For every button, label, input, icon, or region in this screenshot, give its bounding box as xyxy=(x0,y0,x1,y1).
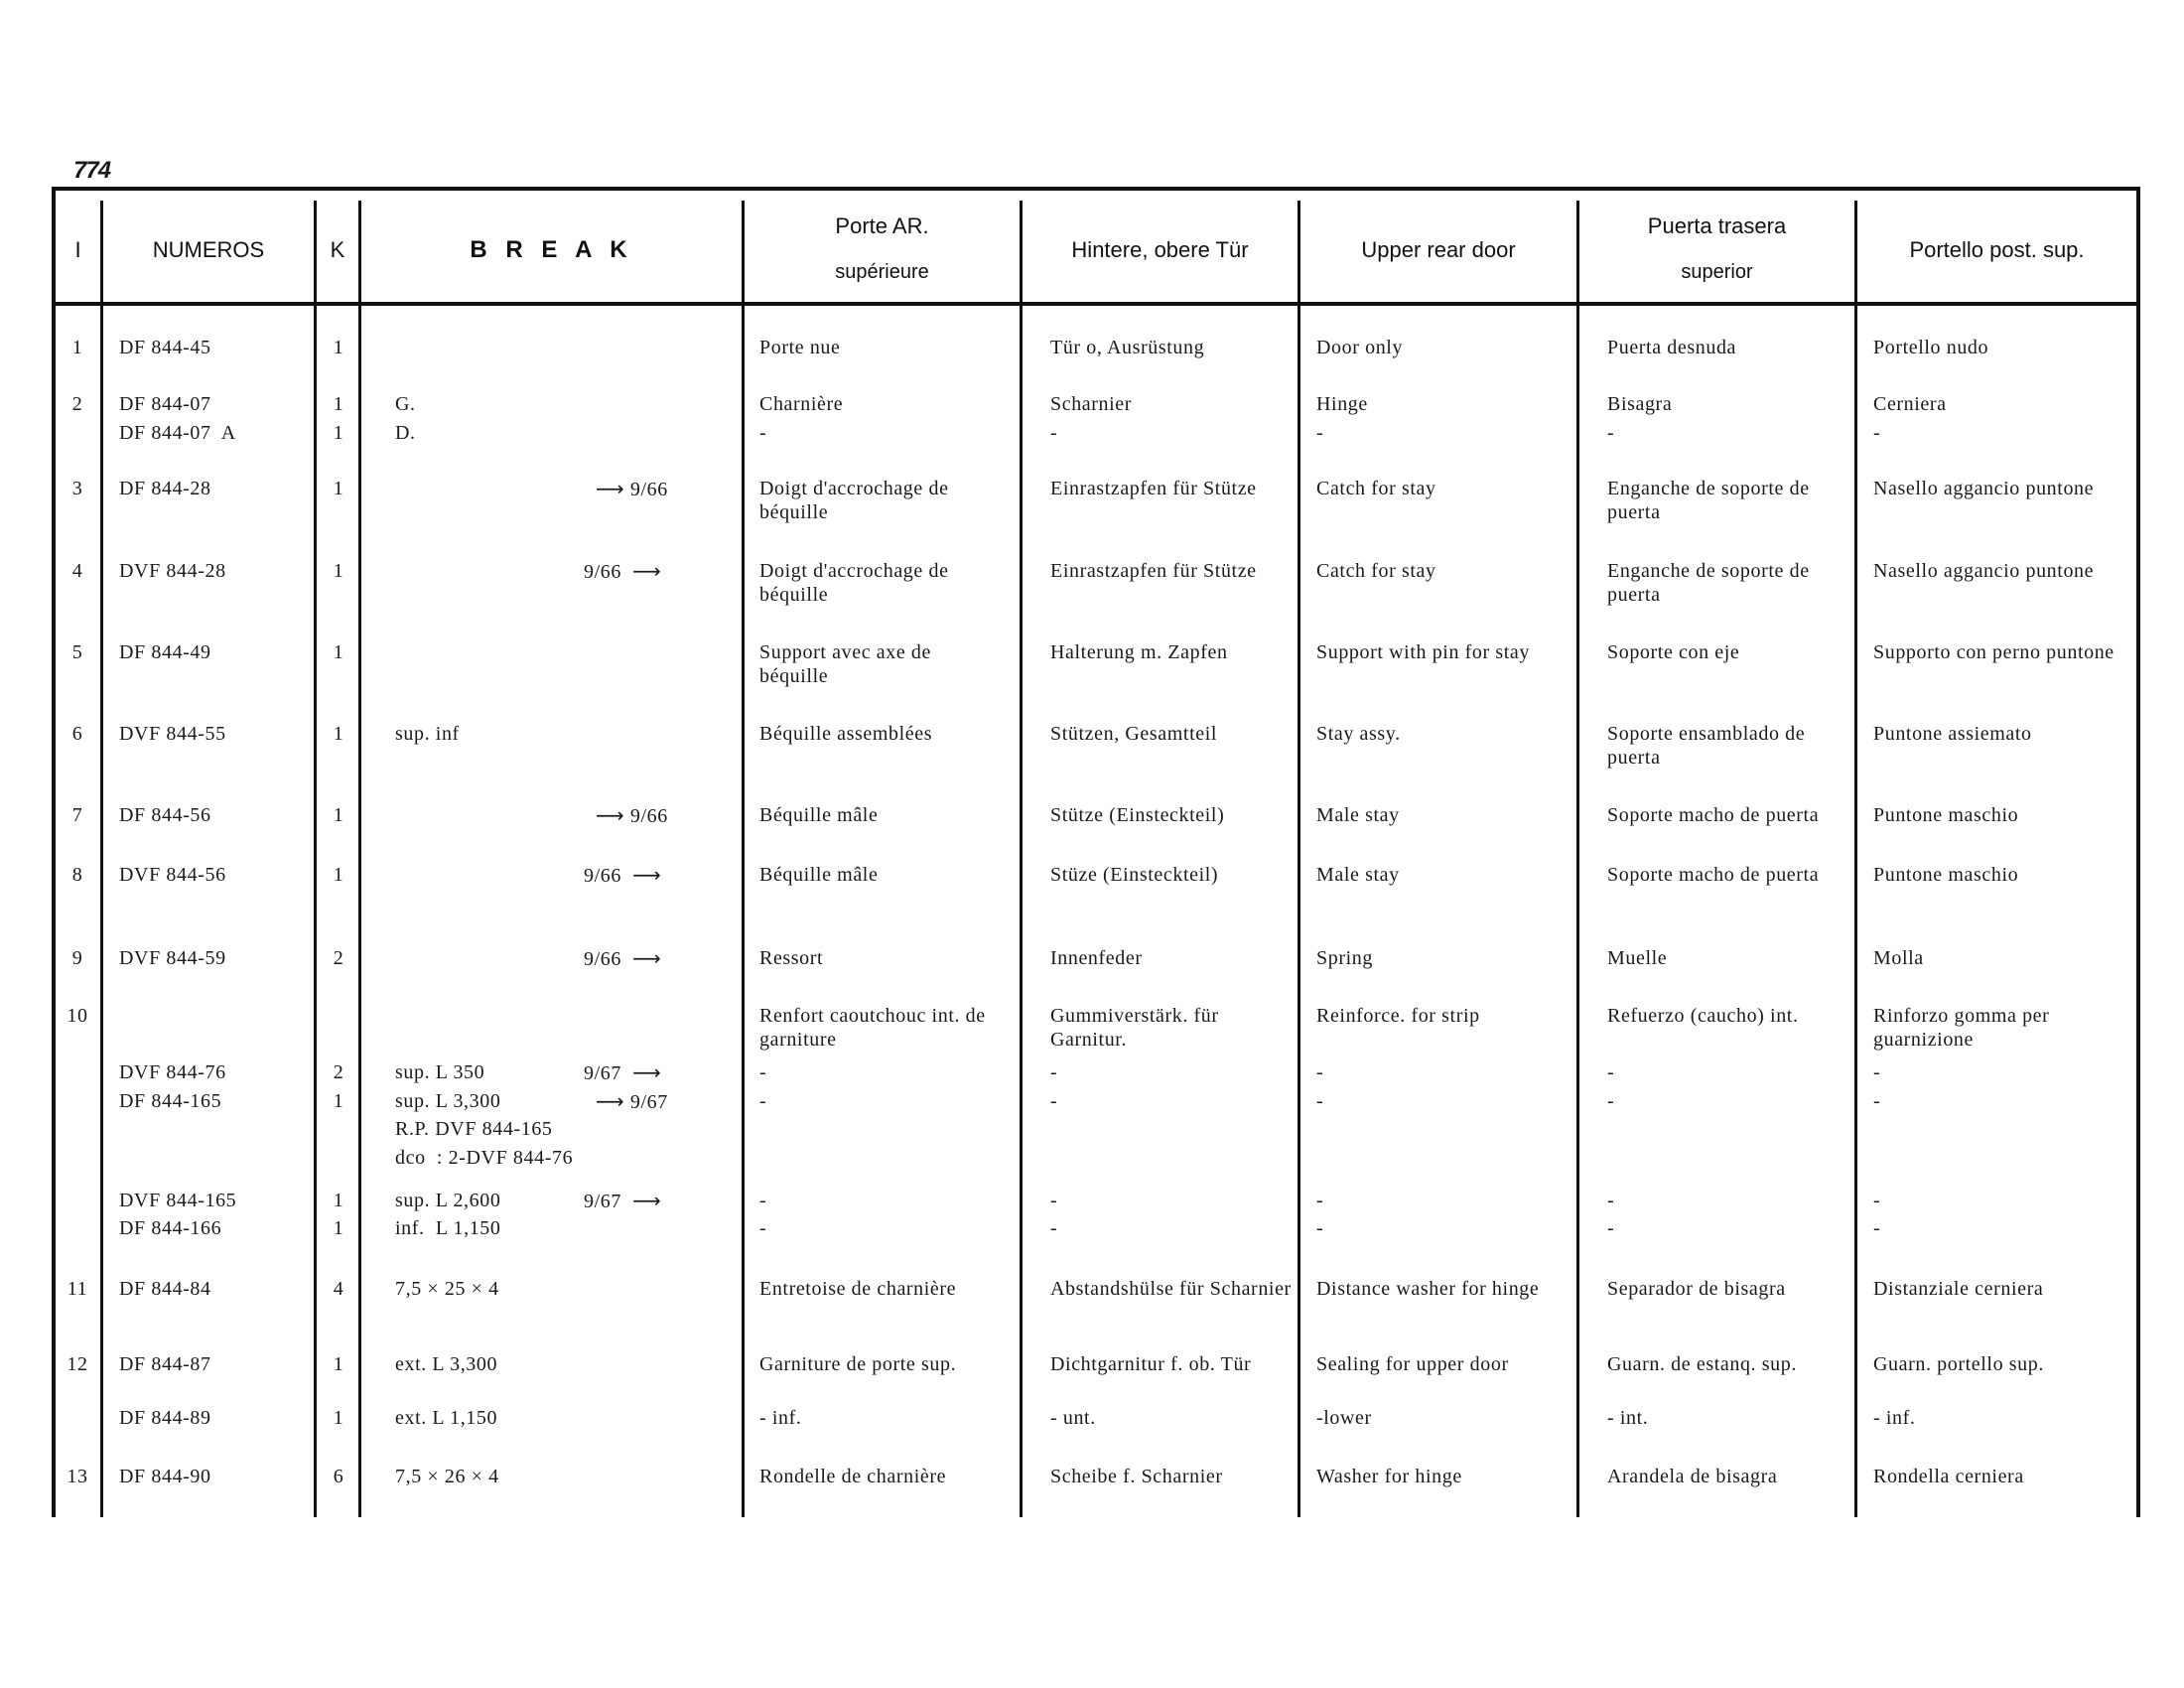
desc-fr: - xyxy=(759,1217,767,1239)
change-date xyxy=(596,477,668,501)
change-date xyxy=(584,863,661,888)
row-index: 7 xyxy=(71,804,83,826)
header-index-label: I xyxy=(74,236,81,262)
header-model xyxy=(361,201,742,298)
header-k xyxy=(317,201,358,298)
row-index: 1 xyxy=(71,337,83,358)
desc-es: Muelle xyxy=(1607,947,1668,969)
desc-it: Puntone maschio xyxy=(1873,804,2019,826)
variant-note: dco : 2-DVF 844-76 xyxy=(395,1147,574,1169)
change-date xyxy=(584,1060,661,1085)
part-number: DF 844-07 A xyxy=(119,422,236,444)
desc-fr: - inf. xyxy=(759,1407,802,1429)
desc-es: Arandela de bisagra xyxy=(1607,1466,1778,1487)
desc-es: - xyxy=(1607,1190,1615,1211)
desc-it: Nasello aggancio puntone xyxy=(1873,478,2095,499)
row-index: 11 xyxy=(67,1278,88,1300)
quantity: 1 xyxy=(333,1353,344,1375)
desc-de: Gummiverstärk. für Garnitur. xyxy=(1050,1005,1219,1051)
desc-fr: Rondelle de charnière xyxy=(759,1466,947,1487)
desc-it: - xyxy=(1873,1190,1881,1211)
row-index: 6 xyxy=(71,723,83,745)
part-number: DF 844-87 xyxy=(119,1353,211,1375)
desc-en: Male stay xyxy=(1316,864,1400,886)
desc-en: Sealing for upper door xyxy=(1316,1353,1509,1375)
desc-en: Spring xyxy=(1316,947,1373,969)
header-model-label: B R E A K xyxy=(470,235,633,263)
variant-note: ext. L 1,150 xyxy=(395,1407,498,1429)
change-date-value: 9/67 xyxy=(629,1091,668,1113)
desc-es: Soporte ensamblado de puerta xyxy=(1607,723,1806,769)
header-k-label: K xyxy=(330,236,345,262)
change-date xyxy=(584,946,661,971)
desc-en: Support with pin for stay xyxy=(1316,641,1530,663)
desc-fr: Doigt d'accrochage de béquille xyxy=(759,560,949,606)
desc-it: Portello nudo xyxy=(1873,337,1989,358)
quantity: 1 xyxy=(333,723,344,745)
quantity: 1 xyxy=(333,560,344,582)
desc-de: - xyxy=(1050,1061,1058,1083)
change-date-value: 9/66 xyxy=(584,561,621,583)
desc-fr: - xyxy=(759,1090,767,1112)
desc-de: Scheibe f. Scharnier xyxy=(1050,1466,1223,1487)
header-spanish xyxy=(1579,201,1854,298)
desc-es: - xyxy=(1607,1061,1615,1083)
arrow-right-icon: ⟶ xyxy=(632,559,662,583)
desc-en: Stay assy. xyxy=(1316,723,1401,745)
desc-it: Puntone maschio xyxy=(1873,864,2019,886)
part-number: DF 844-90 xyxy=(119,1466,211,1487)
desc-fr: Doigt d'accrochage de béquille xyxy=(759,478,949,523)
desc-fr: Renfort caoutchouc int. de garniture xyxy=(759,1005,986,1051)
desc-fr: Ressort xyxy=(759,947,824,969)
desc-de: Tür o, Ausrüstung xyxy=(1050,337,1205,358)
desc-fr: Entretoise de charnière xyxy=(759,1278,957,1300)
part-number: DF 844-165 xyxy=(119,1090,222,1112)
desc-de: Stützen, Gesamtteil xyxy=(1050,723,1218,745)
desc-en: Male stay xyxy=(1316,804,1400,826)
desc-it: - xyxy=(1873,1217,1881,1239)
quantity: 1 xyxy=(333,393,344,415)
quantity: 2 xyxy=(333,1061,344,1083)
part-number: DF 844-84 xyxy=(119,1278,211,1300)
desc-de: - unt. xyxy=(1050,1407,1096,1429)
header-german-label: Hintere, obere Tür xyxy=(1071,236,1249,262)
part-number: DF 844-45 xyxy=(119,337,211,358)
header-bottom-rule xyxy=(56,302,2140,306)
quantity: 1 xyxy=(333,1190,344,1211)
change-date xyxy=(596,1089,668,1114)
desc-en: -lower xyxy=(1316,1407,1372,1429)
variant-note: sup. L 350 xyxy=(395,1061,485,1083)
change-date-value: 9/66 xyxy=(584,865,621,887)
desc-it: Puntone assiemato xyxy=(1873,723,2032,745)
change-date-value: 9/67 xyxy=(584,1191,621,1212)
quantity: 1 xyxy=(333,641,344,663)
quantity: 1 xyxy=(333,1090,344,1112)
header-spanish-line1: Puerta trasera xyxy=(1647,213,1787,238)
part-number: DF 844-28 xyxy=(119,478,211,499)
change-date-value: 9/67 xyxy=(584,1062,621,1084)
row-index: 13 xyxy=(67,1466,88,1487)
change-date-value: 9/66 xyxy=(629,805,668,827)
quantity: 2 xyxy=(333,947,344,969)
desc-es: Soporte macho de puerta xyxy=(1607,804,1820,826)
desc-it: Cerniera xyxy=(1873,393,1947,415)
desc-es: Enganche de soporte de puerta xyxy=(1607,560,1810,606)
quantity: 1 xyxy=(333,422,344,444)
desc-de: Halterung m. Zapfen xyxy=(1050,641,1228,663)
desc-de: - xyxy=(1050,1090,1058,1112)
column-divider xyxy=(1854,201,1857,1517)
row-index: 10 xyxy=(67,1005,88,1027)
change-date xyxy=(596,803,668,828)
column-divider xyxy=(52,187,56,1517)
header-french-line2: supérieure xyxy=(835,261,929,283)
part-number: DVF 844-165 xyxy=(119,1190,237,1211)
desc-es: Bisagra xyxy=(1607,393,1673,415)
column-divider xyxy=(358,201,361,1517)
desc-de: Einrastzapfen für Stütze xyxy=(1050,560,1257,582)
row-index: 4 xyxy=(71,560,83,582)
variant-note: inf. L 1,150 xyxy=(395,1217,501,1239)
change-date-value: 9/66 xyxy=(584,948,621,970)
column-divider xyxy=(1297,201,1300,1517)
desc-en: - xyxy=(1316,1190,1324,1211)
desc-es: Soporte con eje xyxy=(1607,641,1740,663)
desc-it: - xyxy=(1873,422,1881,444)
desc-en: Catch for stay xyxy=(1316,478,1436,499)
arrow-right-icon: ⟶ xyxy=(632,1189,662,1212)
column-divider xyxy=(2136,187,2140,1517)
desc-de: Dichtgarnitur f. ob. Tür xyxy=(1050,1353,1252,1375)
part-number: DVF 844-28 xyxy=(119,560,226,582)
desc-fr: - xyxy=(759,1190,767,1211)
part-number: DF 844-166 xyxy=(119,1217,222,1239)
variant-note: R.P. DVF 844-165 xyxy=(395,1118,553,1140)
quantity: 1 xyxy=(333,1407,344,1429)
header-english xyxy=(1300,201,1576,298)
desc-es: Puerta desnuda xyxy=(1607,337,1737,358)
page-number: 774 xyxy=(73,157,111,184)
arrow-right-icon: ⟶ xyxy=(632,1060,662,1084)
desc-it: Molla xyxy=(1873,947,1924,969)
desc-de: - xyxy=(1050,1217,1058,1239)
desc-it: Supporto con perno puntone xyxy=(1873,641,2115,663)
row-index: 2 xyxy=(71,393,83,415)
desc-es: Enganche de soporte de puerta xyxy=(1607,478,1810,523)
variant-note: 7,5 × 25 × 4 xyxy=(395,1278,499,1300)
desc-it: - inf. xyxy=(1873,1407,1916,1429)
row-index: 9 xyxy=(71,947,83,969)
desc-fr: - xyxy=(759,422,767,444)
quantity: 1 xyxy=(333,337,344,358)
desc-es: Separador de bisagra xyxy=(1607,1278,1786,1300)
arrow-right-icon: ⟶ xyxy=(596,1089,625,1113)
desc-en: - xyxy=(1316,1061,1324,1083)
desc-es: - xyxy=(1607,1217,1615,1239)
quantity: 1 xyxy=(333,804,344,826)
desc-de: Abstandshülse für Scharnier xyxy=(1050,1278,1292,1300)
header-numeros xyxy=(103,201,314,298)
desc-fr: Béquille assemblées xyxy=(759,723,933,745)
column-divider xyxy=(1576,201,1579,1517)
quantity: 1 xyxy=(333,1217,344,1239)
desc-es: Soporte macho de puerta xyxy=(1607,864,1820,886)
variant-note: D. xyxy=(395,422,416,444)
desc-en: Distance washer for hinge xyxy=(1316,1278,1540,1300)
desc-en: Reinforce. for strip xyxy=(1316,1005,1480,1027)
header-italian xyxy=(1857,201,2136,298)
arrow-right-icon: ⟶ xyxy=(632,863,662,887)
desc-it: Distanziale cerniera xyxy=(1873,1278,2044,1300)
desc-fr: Béquille mâle xyxy=(759,804,879,826)
column-divider xyxy=(100,201,103,1517)
desc-es: Refuerzo (caucho) int. xyxy=(1607,1005,1799,1027)
desc-fr: Support avec axe de béquille xyxy=(759,641,932,687)
part-number: DF 844-49 xyxy=(119,641,211,663)
header-spanish-line2: superior xyxy=(1681,261,1753,283)
desc-it: Nasello aggancio puntone xyxy=(1873,560,2095,582)
desc-it: - xyxy=(1873,1061,1881,1083)
header-english-label: Upper rear door xyxy=(1361,236,1516,262)
desc-es: - int. xyxy=(1607,1407,1649,1429)
desc-fr: Béquille mâle xyxy=(759,864,879,886)
header-german xyxy=(1023,201,1297,298)
quantity: 6 xyxy=(333,1466,344,1487)
quantity: 1 xyxy=(333,864,344,886)
part-number: DF 844-56 xyxy=(119,804,211,826)
desc-it: Guarn. portello sup. xyxy=(1873,1353,2044,1375)
desc-fr: Charnière xyxy=(759,393,844,415)
variant-note: G. xyxy=(395,393,416,415)
column-divider xyxy=(1020,201,1023,1517)
desc-de: Scharnier xyxy=(1050,393,1133,415)
desc-es: Guarn. de estanq. sup. xyxy=(1607,1353,1797,1375)
quantity: 4 xyxy=(333,1278,344,1300)
desc-it: - xyxy=(1873,1090,1881,1112)
desc-it: Rinforzo gomma per guarnizione xyxy=(1873,1005,2050,1051)
column-divider xyxy=(742,201,745,1517)
desc-de: Einrastzapfen für Stütze xyxy=(1050,478,1257,499)
part-number: DVF 844-76 xyxy=(119,1061,226,1083)
desc-en: - xyxy=(1316,1217,1324,1239)
header-index xyxy=(56,201,100,298)
variant-note: ext. L 3,300 xyxy=(395,1353,498,1375)
desc-en: - xyxy=(1316,422,1324,444)
change-date xyxy=(584,559,661,584)
part-number: DVF 844-59 xyxy=(119,947,226,969)
desc-es: - xyxy=(1607,422,1615,444)
change-date xyxy=(584,1189,661,1213)
desc-de: Stüze (Einsteckteil) xyxy=(1050,864,1219,886)
part-number: DF 844-07 xyxy=(119,393,211,415)
variant-note: sup. L 3,300 xyxy=(395,1090,501,1112)
desc-en: Hinge xyxy=(1316,393,1368,415)
desc-en: Catch for stay xyxy=(1316,560,1436,582)
row-index: 3 xyxy=(71,478,83,499)
part-number: DVF 844-55 xyxy=(119,723,226,745)
part-number: DVF 844-56 xyxy=(119,864,226,886)
change-date-value: 9/66 xyxy=(629,479,668,500)
arrow-right-icon: ⟶ xyxy=(632,946,662,970)
quantity: 1 xyxy=(333,478,344,499)
desc-fr: Porte nue xyxy=(759,337,841,358)
desc-en: Washer for hinge xyxy=(1316,1466,1462,1487)
variant-note: 7,5 × 26 × 4 xyxy=(395,1466,499,1487)
desc-en: - xyxy=(1316,1090,1324,1112)
header-numeros-label: NUMEROS xyxy=(152,236,265,262)
desc-de: - xyxy=(1050,1190,1058,1211)
arrow-right-icon: ⟶ xyxy=(596,477,625,500)
desc-fr: - xyxy=(759,1061,767,1083)
desc-it: Rondella cerniera xyxy=(1873,1466,2024,1487)
variant-note: sup. L 2,600 xyxy=(395,1190,501,1211)
desc-de: Innenfeder xyxy=(1050,947,1143,969)
desc-de: Stütze (Einsteckteil) xyxy=(1050,804,1225,826)
part-number: DF 844-89 xyxy=(119,1407,211,1429)
table-top-rule xyxy=(52,187,2140,191)
arrow-right-icon: ⟶ xyxy=(596,803,625,827)
desc-es: - xyxy=(1607,1090,1615,1112)
header-french-line1: Porte AR. xyxy=(835,213,929,238)
header-italian-label: Portello post. sup. xyxy=(1909,236,2085,262)
desc-de: - xyxy=(1050,422,1058,444)
variant-note: sup. inf xyxy=(395,723,460,745)
row-index: 8 xyxy=(71,864,83,886)
row-index: 5 xyxy=(71,641,83,663)
row-index: 12 xyxy=(67,1353,88,1375)
desc-en: Door only xyxy=(1316,337,1404,358)
desc-fr: Garniture de porte sup. xyxy=(759,1353,957,1375)
header-french xyxy=(745,201,1020,298)
